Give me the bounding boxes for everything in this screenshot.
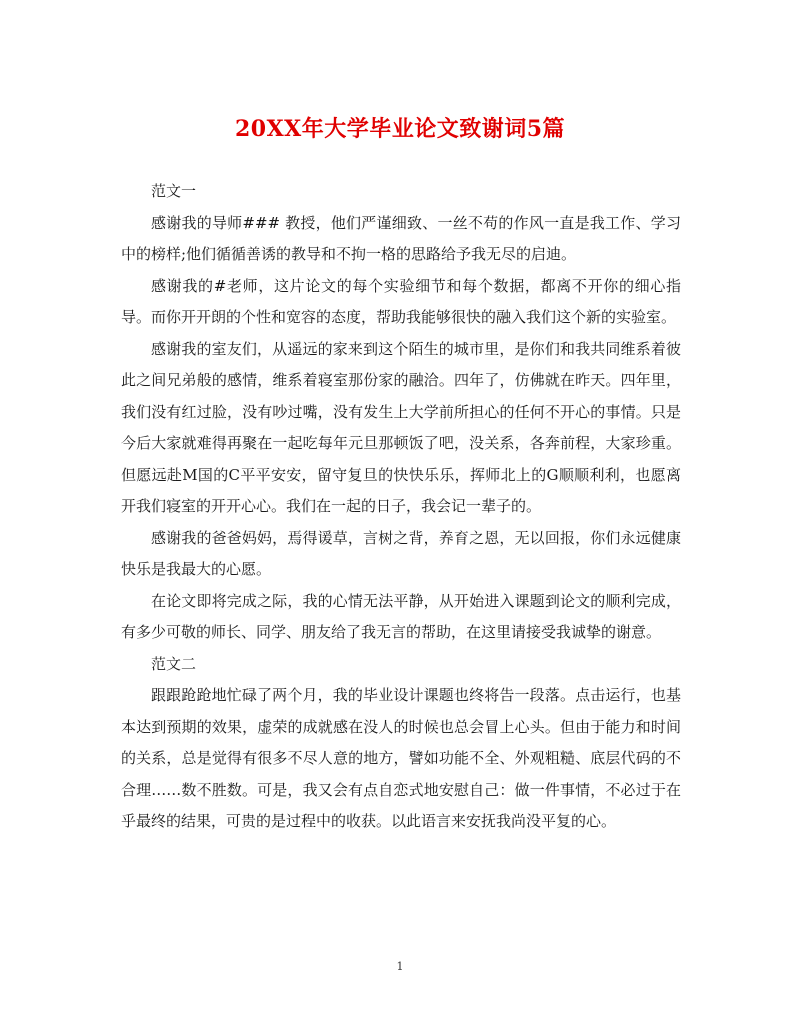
page-number: 1 [396,960,404,973]
paragraph: 跟跟跄跄地忙碌了两个月，我的毕业设计课题也终将告一段落。点击运行，也基本达到预期的效果，虚荣的成就感在没人的时候也总会冒上心头。但由于能力和时间的关系，总是觉得有很多不尽人意的地方，譬如功能不全、外观粗糙、底层代码的不合理……数不胜数。可是，我又会有点自恋式地安慰自己：做一件事情，不必过于在乎最终的结果，可贵的是过程中的收获。以此语言来安抚我尚没平复的心。 [121,686,681,830]
paragraph: 感谢我的室友们，从遥远的家来到这个陌生的城市里，是你们和我共同维系着彼此之间兄弟般的感情，维系着寝室那份家的融洽。四年了，仿佛就在昨天。四年里，我们没有红过脸，没有吵过嘴，没有发生上大学前所担心的任何不开心的事情。只是今后大家就难得再聚在一起吃每年元旦那顿饭了吧，没关系，各奔前程，大家珍重。但愿远赴M国的C平平安安，留守复旦的快快乐乐，挥师北上的G顺顺利利，也愿离开我们寝室的开开心心。我们在一起的日子，我会记一辈子的。 [121,339,681,515]
paragraph: 感谢我的导师### 教授，他们严谨细致、一丝不苟的作风一直是我工作、学习中的榜样;他们循循善诱的教导和不拘一格的思路给予我无尽的启迪。 [121,213,681,263]
paragraph: 感谢我的爸爸妈妈，焉得谖草，言树之背，养育之恩，无以回报，你们永远健康快乐是我最大的心愿。 [121,528,681,578]
paragraph: 感谢我的#老师，这片论文的每个实验细节和每个数据，都离不开你的细心指导。而你开开朗的个性和宽容的态度，帮助我能够很快的融入我们这个新的实验室。 [121,276,681,326]
document-title: 20XX年大学毕业论文致谢词5篇 [234,116,566,142]
section-heading: 范文一 [151,182,197,200]
paragraph: 在论文即将完成之际，我的心情无法平静，从开始进入课题到论文的顺利完成，有多少可敬的师长、同学、朋友给了我无言的帮助，在这里请接受我诚挚的谢意。 [121,591,681,641]
section-heading: 范文二 [151,654,197,673]
document-body [121,176,681,838]
